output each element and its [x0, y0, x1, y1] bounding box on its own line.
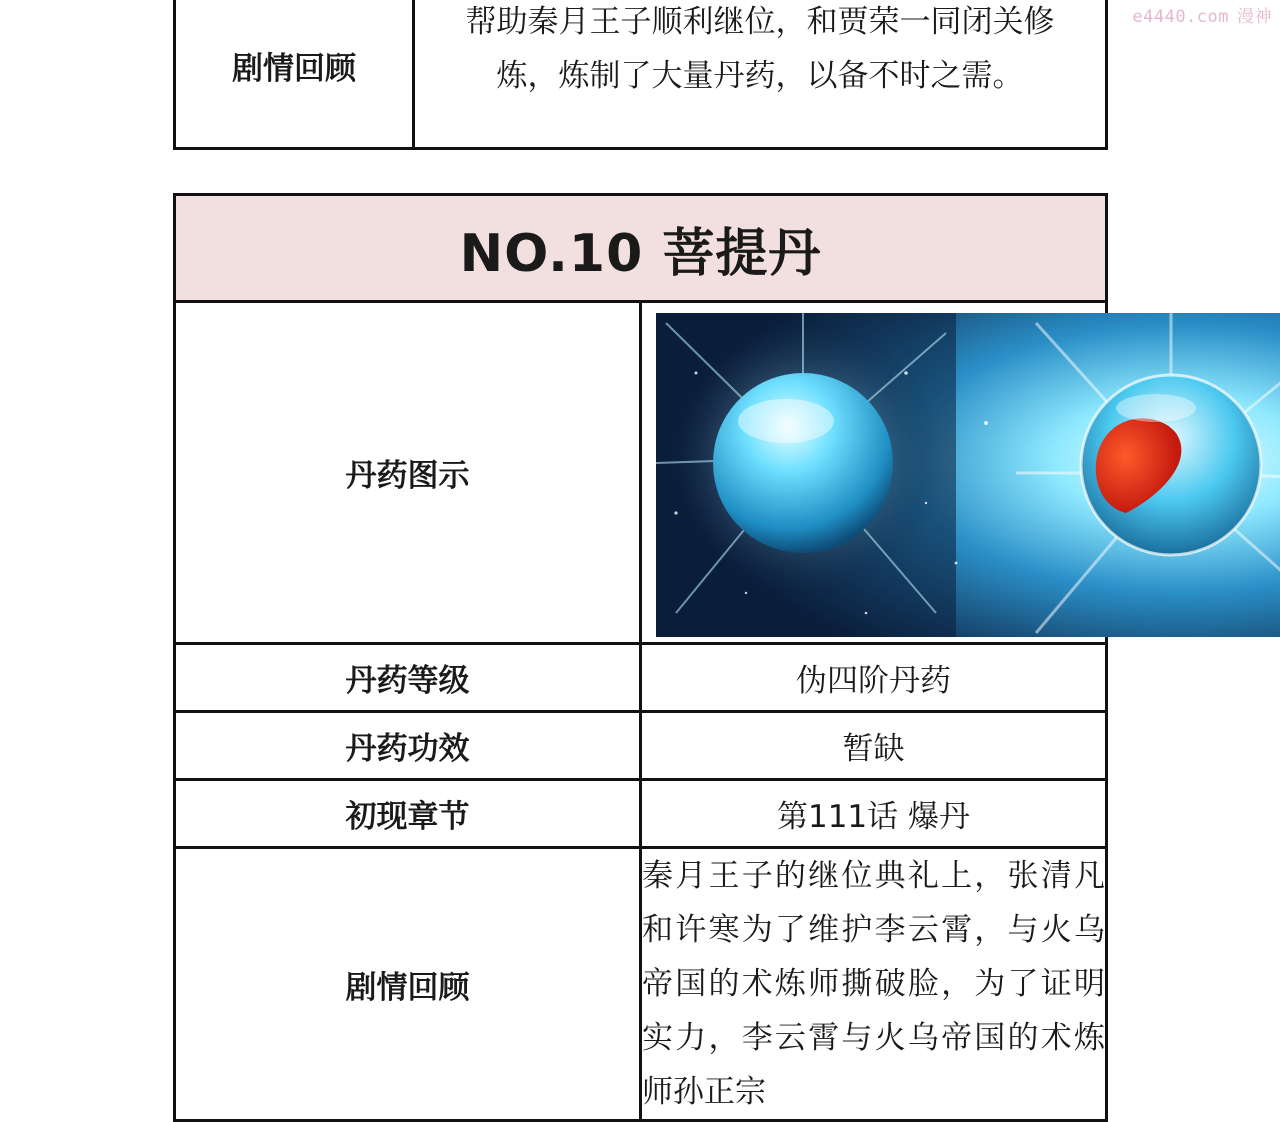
- pill-grade-label: 丹药等级: [175, 644, 641, 712]
- plot-review-text: 帮助秦月王子顺利继位，和贾荣一同闭关修炼，炼制了大量丹药，以备不时之需。: [414, 0, 1107, 149]
- pill-illustration: [656, 313, 1280, 637]
- site-watermark: [1132, 2, 1272, 27]
- pill-effect-label: 丹药功效: [175, 712, 641, 780]
- pill-entry-table: [173, 193, 1108, 1122]
- plot-review-label: 剧情回顾: [175, 0, 414, 149]
- watermark-site: e4440.com: [1132, 7, 1229, 27]
- entry-title: NO.10 菩提丹: [175, 195, 1107, 302]
- plot-review-label-2: 剧情回顾: [175, 848, 641, 1121]
- pill-image-cell: [641, 302, 1107, 644]
- previous-entry-table: [173, 0, 1108, 150]
- watermark-name: 漫神: [1237, 7, 1272, 27]
- pill-image-label: 丹药图示: [175, 302, 641, 644]
- pill-grade-value: 伪四阶丹药: [641, 644, 1107, 712]
- pill-effect-value: 暂缺: [641, 712, 1107, 780]
- plot-review-text-2: 秦月王子的继位典礼上，张清凡和许寒为了维护李云霄，与火乌帝国的术炼师撕破脸，为了证明实力，李云霄与火乌帝国的术炼师孙正宗: [641, 848, 1107, 1121]
- first-chapter-label: 初现章节: [175, 780, 641, 848]
- first-chapter-value: 第111话 爆丹: [641, 780, 1107, 848]
